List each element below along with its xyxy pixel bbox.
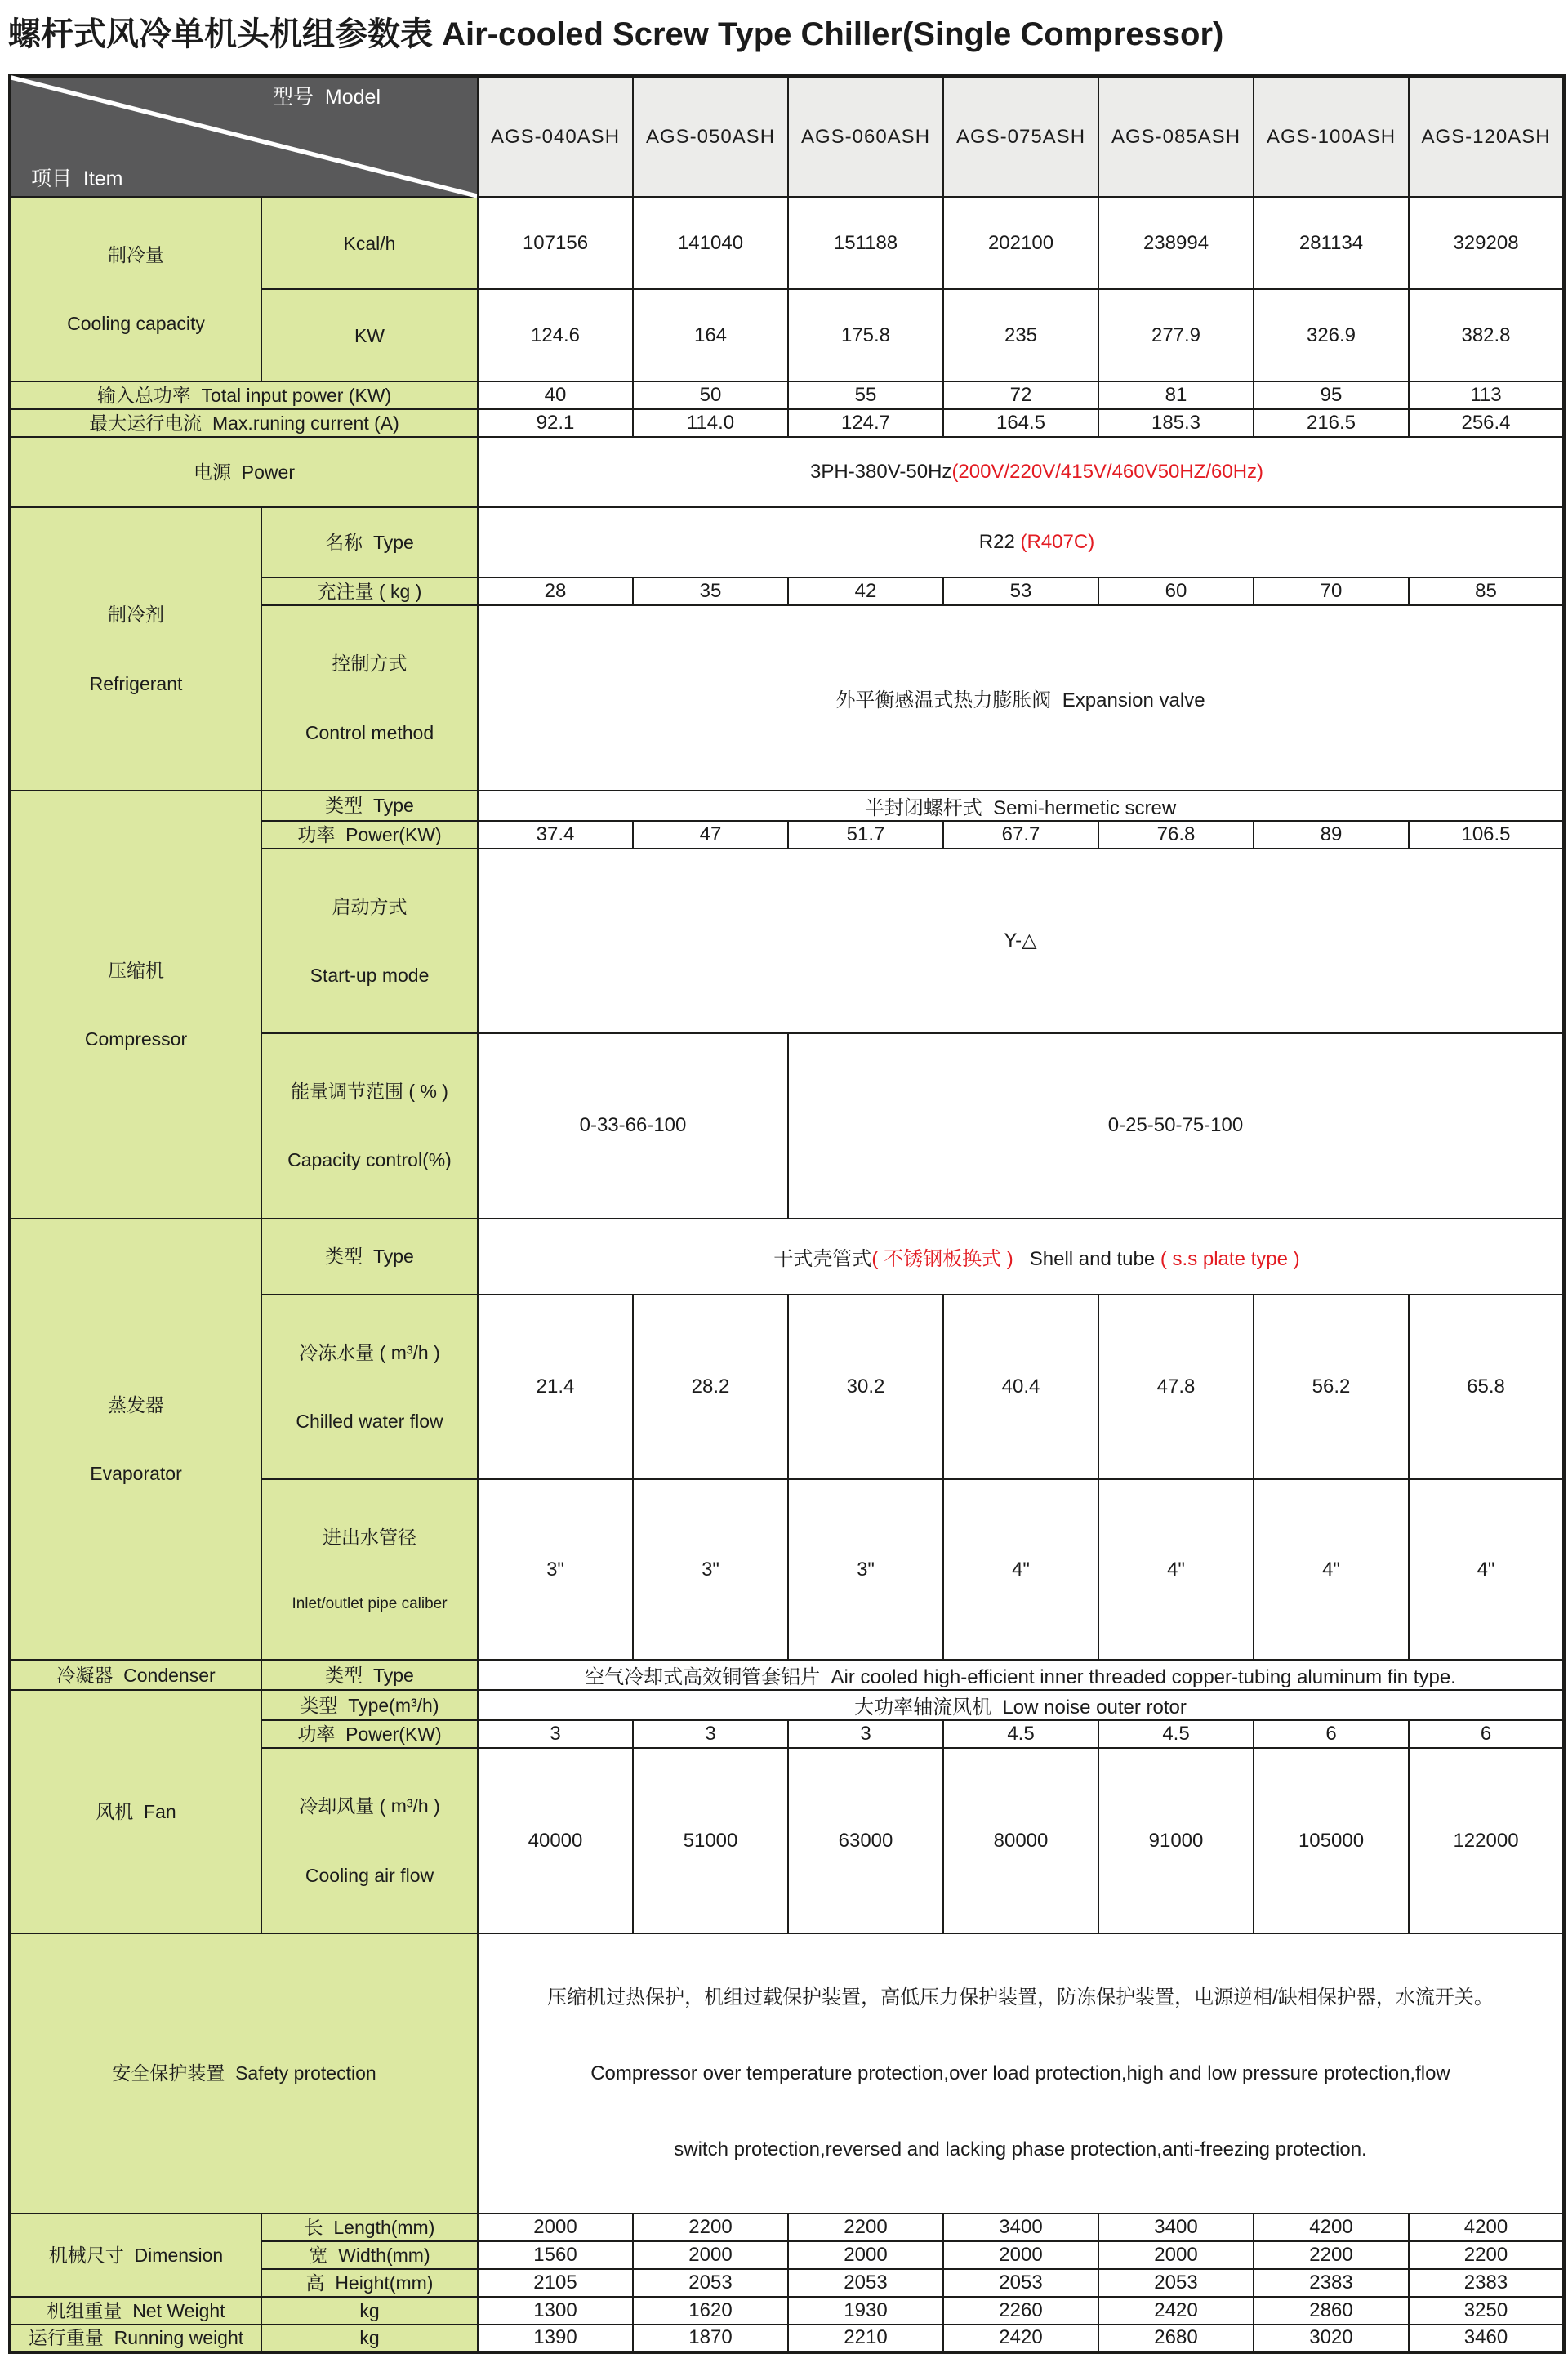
row-label-power: 电源 Power xyxy=(10,437,478,507)
row-label-max-current: 最大运行电流 Max.runing current (A) xyxy=(10,409,478,437)
row-label-control-method xyxy=(261,605,478,790)
label-cn: 冷却风量 ( m³/h ) xyxy=(299,1795,440,1817)
row-cooling-kcal xyxy=(10,197,1564,289)
value-cell: 80000 xyxy=(943,1748,1098,1933)
value-cell: 202100 xyxy=(943,197,1098,289)
value-cell: 185.3 xyxy=(1098,409,1254,437)
evap-type-black-text: Shell and tube xyxy=(1013,1247,1160,1270)
fan-type-value: 大功率轴流风机 Low noise outer rotor xyxy=(478,1690,1564,1720)
value-cell: 2860 xyxy=(1254,2297,1409,2325)
group-label-en: Refrigerant xyxy=(89,672,183,694)
value-cell: 1390 xyxy=(478,2325,633,2352)
row-length xyxy=(10,2214,1564,2241)
group-dimension: 机械尺寸 Dimension xyxy=(10,2214,261,2297)
label-cn: 启动方式 xyxy=(332,895,408,917)
value-cell: 114.0 xyxy=(633,409,788,437)
value-cell: 141040 xyxy=(633,197,788,289)
value-cell: 3020 xyxy=(1254,2325,1409,2352)
value-cell: 2420 xyxy=(1098,2297,1254,2325)
value-cell: 76.8 xyxy=(1098,821,1254,849)
value-cell: 124.6 xyxy=(478,289,633,381)
value-cell: 216.5 xyxy=(1254,409,1409,437)
group-compressor xyxy=(10,791,261,1219)
item-label: 项目 Item xyxy=(31,167,123,190)
value-cell: 3 xyxy=(478,1720,633,1748)
value-cell: 2000 xyxy=(1098,2241,1254,2269)
model-column-header: AGS-100ASH xyxy=(1254,76,1409,197)
value-cell: 51.7 xyxy=(788,821,943,849)
value-cell: 40000 xyxy=(478,1748,633,1933)
group-refrigerant xyxy=(10,507,261,790)
value-cell: 47.8 xyxy=(1098,1295,1254,1479)
group-evaporator xyxy=(10,1219,261,1661)
value-cell: 3" xyxy=(478,1479,633,1661)
label-cn: 进出水管径 xyxy=(323,1526,416,1548)
value-cell: 47 xyxy=(633,821,788,849)
value-cell: 4.5 xyxy=(1098,1720,1254,1748)
row-label-cooling-air-flow xyxy=(261,1748,478,1933)
diagonal-header-cell xyxy=(10,76,478,197)
group-fan: 风机 Fan xyxy=(10,1690,261,1933)
header-row xyxy=(10,76,1564,197)
unit-kg: kg xyxy=(261,2325,478,2352)
value-cell: 3 xyxy=(633,1720,788,1748)
evaporator-type-value xyxy=(478,1219,1564,1295)
label-cn: 控制方式 xyxy=(332,653,408,675)
ref-name-red-text: (R407C) xyxy=(1020,531,1095,554)
value-cell: 85 xyxy=(1409,577,1564,605)
row-input-power xyxy=(10,381,1564,409)
value-cell: 256.4 xyxy=(1409,409,1564,437)
value-cell: 1620 xyxy=(633,2297,788,2325)
value-cell: 50 xyxy=(633,381,788,409)
row-label-height: 高 Height(mm) xyxy=(261,2269,478,2297)
group-label-cn: 制冷量 xyxy=(108,244,164,266)
value-cell: 2053 xyxy=(633,2269,788,2297)
group-label-cn: 制冷剂 xyxy=(108,604,164,626)
refrigerant-name-value xyxy=(478,507,1564,577)
value-cell: 63000 xyxy=(788,1748,943,1933)
group-cooling-capacity xyxy=(10,197,261,381)
condenser-type-value: 空气冷却式高效铜管套铝片 Air cooled high-efficient inner threaded copper-tubing aluminum fin type. xyxy=(478,1660,1564,1690)
row-label-kcal: Kcal/h xyxy=(261,197,478,289)
value-cell: 326.9 xyxy=(1254,289,1409,381)
value-cell: 56.2 xyxy=(1254,1295,1409,1479)
row-label-ref-charge: 充注量 ( kg ) xyxy=(261,577,478,605)
value-cell: 3" xyxy=(788,1479,943,1661)
label-cn: 能量调节范围 ( % ) xyxy=(291,1081,448,1103)
value-cell: 151188 xyxy=(788,197,943,289)
value-cell: 175.8 xyxy=(788,289,943,381)
safety-text-line: switch protection,reversed and lacking phase protection,anti-freezing protection. xyxy=(674,2138,1367,2160)
value-cell: 4" xyxy=(1254,1479,1409,1661)
value-cell: 28 xyxy=(478,577,633,605)
value-cell: 3460 xyxy=(1409,2325,1564,2352)
value-cell: 42 xyxy=(788,577,943,605)
value-cell: 30.2 xyxy=(788,1295,943,1479)
startup-mode-value: Y-△ xyxy=(478,849,1564,1033)
value-cell: 65.8 xyxy=(1409,1295,1564,1479)
value-cell: 6 xyxy=(1409,1720,1564,1748)
row-power-supply xyxy=(10,437,1564,507)
value-cell: 2000 xyxy=(788,2241,943,2269)
row-label-startup-mode xyxy=(261,849,478,1033)
value-cell: 53 xyxy=(943,577,1098,605)
value-cell: 382.8 xyxy=(1409,289,1564,381)
group-label-cn: 蒸发器 xyxy=(108,1393,164,1416)
label-en: Inlet/outlet pipe caliber xyxy=(292,1595,448,1613)
value-cell: 329208 xyxy=(1409,197,1564,289)
value-cell: 60 xyxy=(1098,577,1254,605)
value-cell: 2000 xyxy=(633,2241,788,2269)
row-compressor-type xyxy=(10,791,1564,821)
model-column-header: AGS-085ASH xyxy=(1098,76,1254,197)
model-label: 型号 Model xyxy=(273,86,381,109)
row-label-capacity-control xyxy=(261,1033,478,1218)
row-label-input-power: 输入总功率 Total input power (KW) xyxy=(10,381,478,409)
row-safety-protection xyxy=(10,1933,1564,2214)
model-column-header: AGS-120ASH xyxy=(1409,76,1564,197)
value-cell: 2200 xyxy=(1254,2241,1409,2269)
value-cell: 2200 xyxy=(788,2214,943,2241)
group-label-en: Evaporator xyxy=(90,1462,182,1484)
row-label-safety: 安全保护装置 Safety protection xyxy=(10,1933,478,2214)
value-cell: 113 xyxy=(1409,381,1564,409)
capacity-control-large-value: 0-25-50-75-100 xyxy=(788,1033,1564,1218)
value-cell: 235 xyxy=(943,289,1098,381)
value-cell: 81 xyxy=(1098,381,1254,409)
value-cell: 35 xyxy=(633,577,788,605)
row-label-length: 长 Length(mm) xyxy=(261,2214,478,2241)
compressor-type-value: 半封闭螺杆式 Semi-hermetic screw xyxy=(478,791,1564,821)
label-en: Capacity control(%) xyxy=(287,1149,452,1171)
value-cell: 2260 xyxy=(943,2297,1098,2325)
value-cell: 40.4 xyxy=(943,1295,1098,1479)
value-cell: 89 xyxy=(1254,821,1409,849)
row-label-evap-type: 类型 Type xyxy=(261,1219,478,1295)
value-cell: 37.4 xyxy=(478,821,633,849)
safety-text-line: 压缩机过热保护，机组过载保护装置，高低压力保护装置，防冻保护装置，电源逆相/缺相保护器，水流开关。 xyxy=(547,1986,1494,2008)
value-cell: 2210 xyxy=(788,2325,943,2352)
evap-type-red-text: ( 不锈钢板换式 ) xyxy=(871,1247,1013,1270)
label-en: Chilled water flow xyxy=(296,1410,443,1432)
value-cell: 2200 xyxy=(633,2214,788,2241)
value-cell: 4" xyxy=(943,1479,1098,1661)
row-label-comp-type: 类型 Type xyxy=(261,791,478,821)
value-cell: 1930 xyxy=(788,2297,943,2325)
group-label-en: Cooling capacity xyxy=(67,313,205,335)
value-cell: 2680 xyxy=(1098,2325,1254,2352)
value-cell: 95 xyxy=(1254,381,1409,409)
row-label-ref-name: 名称 Type xyxy=(261,507,478,577)
row-label-kw: KW xyxy=(261,289,478,381)
value-cell: 1300 xyxy=(478,2297,633,2325)
value-cell: 6 xyxy=(1254,1720,1409,1748)
power-supply-black-text: 3PH-380V-50Hz xyxy=(810,461,952,484)
value-cell: 4" xyxy=(1098,1479,1254,1661)
row-label-fan-power: 功率 Power(KW) xyxy=(261,1720,478,1748)
row-label-running-weight: 运行重量 Running weight xyxy=(10,2325,261,2352)
capacity-control-small-value: 0-33-66-100 xyxy=(478,1033,788,1218)
row-label-fan-type: 类型 Type(m³/h) xyxy=(261,1690,478,1720)
value-cell: 164.5 xyxy=(943,409,1098,437)
page-title: 螺杆式风冷单机头机组参数表 Air-cooled Screw Type Chiller(Single Compressor) xyxy=(8,16,1224,52)
value-cell: 70 xyxy=(1254,577,1409,605)
value-cell: 2000 xyxy=(943,2241,1098,2269)
row-label-cond-type: 类型 Type xyxy=(261,1660,478,1690)
value-cell: 277.9 xyxy=(1098,289,1254,381)
control-method-value: 外平衡感温式热力膨胀阀 Expansion valve xyxy=(478,605,1564,790)
safety-text-line: Compressor over temperature protection,over load protection,high and low pressure protection,flow xyxy=(590,2062,1450,2084)
value-cell: 4200 xyxy=(1254,2214,1409,2241)
value-cell: 107156 xyxy=(478,197,633,289)
value-cell: 281134 xyxy=(1254,197,1409,289)
row-net-weight xyxy=(10,2297,1564,2325)
model-column-header: AGS-050ASH xyxy=(633,76,788,197)
value-cell: 51000 xyxy=(633,1748,788,1933)
value-cell: 91000 xyxy=(1098,1748,1254,1933)
value-cell: 238994 xyxy=(1098,197,1254,289)
row-label-chilled-water-flow xyxy=(261,1295,478,1479)
value-cell: 67.7 xyxy=(943,821,1098,849)
value-cell: 21.4 xyxy=(478,1295,633,1479)
spec-table xyxy=(8,74,1566,2354)
row-label-pipe-caliber xyxy=(261,1479,478,1661)
value-cell: 124.7 xyxy=(788,409,943,437)
value-cell: 2105 xyxy=(478,2269,633,2297)
evap-type-black-text: 干式壳管式 xyxy=(773,1247,872,1270)
value-cell: 1560 xyxy=(478,2241,633,2269)
power-supply-value xyxy=(478,437,1564,507)
value-cell: 3400 xyxy=(1098,2214,1254,2241)
ref-name-black-text: R22 xyxy=(978,531,1021,554)
value-cell: 105000 xyxy=(1254,1748,1409,1933)
value-cell: 3250 xyxy=(1409,2297,1564,2325)
label-en: Start-up mode xyxy=(310,964,430,986)
row-label-comp-power: 功率 Power(KW) xyxy=(261,821,478,849)
label-cn: 冷冻水量 ( m³/h ) xyxy=(299,1341,440,1363)
value-cell: 2420 xyxy=(943,2325,1098,2352)
row-condenser xyxy=(10,1660,1564,1690)
value-cell: 2000 xyxy=(478,2214,633,2241)
value-cell: 3 xyxy=(788,1720,943,1748)
value-cell: 3400 xyxy=(943,2214,1098,2241)
value-cell: 72 xyxy=(943,381,1098,409)
value-cell: 2383 xyxy=(1409,2269,1564,2297)
value-cell: 2053 xyxy=(1098,2269,1254,2297)
evap-type-red-text: ( s.s plate type ) xyxy=(1160,1247,1300,1270)
row-label-width: 宽 Width(mm) xyxy=(261,2241,478,2269)
value-cell: 92.1 xyxy=(478,409,633,437)
value-cell: 122000 xyxy=(1409,1748,1564,1933)
value-cell: 2383 xyxy=(1254,2269,1409,2297)
unit-kg: kg xyxy=(261,2297,478,2325)
row-refrigerant-name xyxy=(10,507,1564,577)
value-cell: 164 xyxy=(633,289,788,381)
row-label-net-weight: 机组重量 Net Weight xyxy=(10,2297,261,2325)
model-column-header: AGS-075ASH xyxy=(943,76,1098,197)
row-evaporator-type xyxy=(10,1219,1564,1295)
power-supply-red-text: (200V/220V/415V/460V50HZ/60Hz) xyxy=(951,461,1264,484)
value-cell: 28.2 xyxy=(633,1295,788,1479)
label-en: Cooling air flow xyxy=(305,1864,434,1886)
value-cell: 4.5 xyxy=(943,1720,1098,1748)
group-condenser: 冷凝器 Condenser xyxy=(10,1660,261,1690)
model-column-header: AGS-040ASH xyxy=(478,76,633,197)
value-cell: 2200 xyxy=(1409,2241,1564,2269)
row-fan-type xyxy=(10,1690,1564,1720)
value-cell: 106.5 xyxy=(1409,821,1564,849)
label-en: Control method xyxy=(305,721,434,743)
value-cell: 2053 xyxy=(788,2269,943,2297)
value-cell: 3" xyxy=(633,1479,788,1661)
value-cell: 2053 xyxy=(943,2269,1098,2297)
value-cell: 4" xyxy=(1409,1479,1564,1661)
value-cell: 55 xyxy=(788,381,943,409)
row-max-current xyxy=(10,409,1564,437)
group-label-en: Compressor xyxy=(84,1028,188,1050)
model-column-header: AGS-060ASH xyxy=(788,76,943,197)
group-label-cn: 压缩机 xyxy=(108,959,164,981)
value-cell: 1870 xyxy=(633,2325,788,2352)
safety-protection-value xyxy=(478,1933,1564,2214)
row-running-weight xyxy=(10,2325,1564,2352)
value-cell: 40 xyxy=(478,381,633,409)
value-cell: 4200 xyxy=(1409,2214,1564,2241)
